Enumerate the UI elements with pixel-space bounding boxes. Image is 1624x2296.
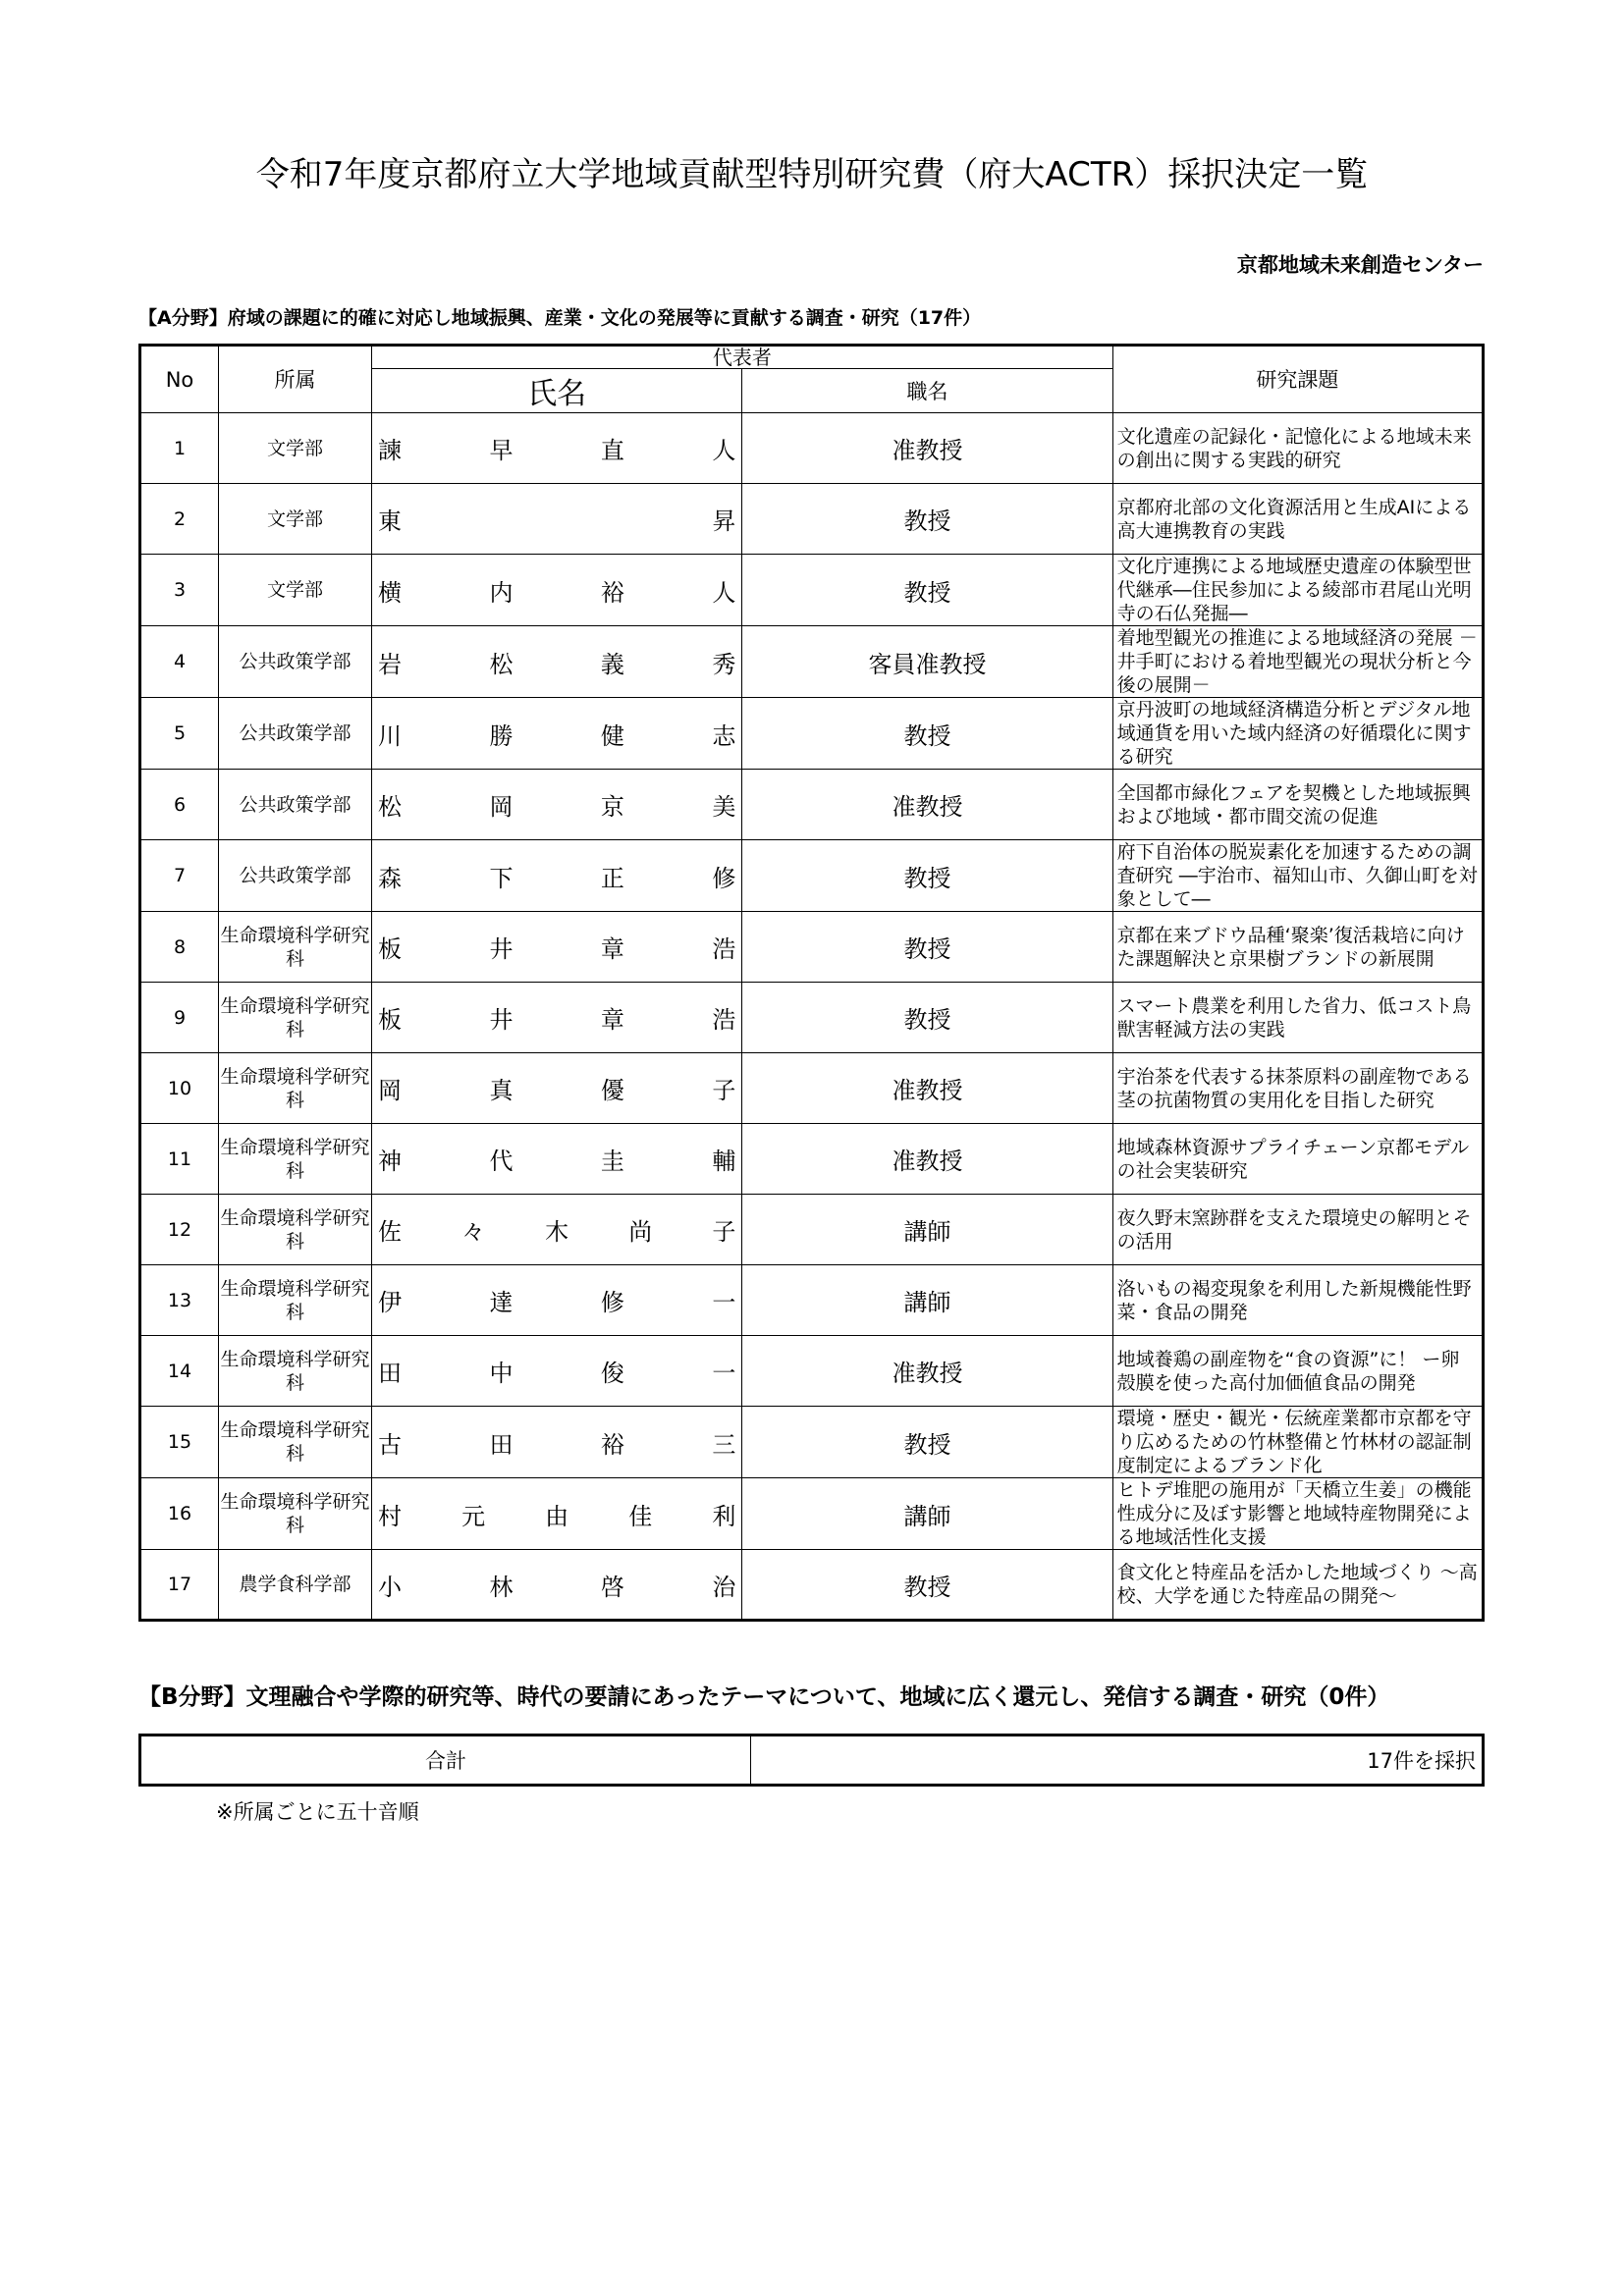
organization-name: 京都地域未来創造センター	[1236, 253, 1484, 277]
name-char: 佐	[378, 1218, 402, 1246]
name-characters	[378, 1283, 735, 1317]
row-topic: 府下自治体の脱炭素化を加速するための調査研究 ―宇治市、福知山市、久御山町を対象として―	[1112, 840, 1483, 912]
row-position: 教授	[742, 1550, 1112, 1621]
name-char: 古	[378, 1430, 402, 1459]
table-row	[140, 626, 1484, 698]
table-row	[140, 555, 1484, 626]
row-name	[372, 1195, 742, 1265]
row-position: 客員准教授	[742, 626, 1112, 698]
name-char: 浩	[712, 935, 736, 963]
name-char: 修	[600, 1289, 624, 1316]
name-char: 昇	[712, 507, 736, 535]
row-number: 4	[140, 626, 219, 698]
header-position: 職名	[742, 369, 1112, 413]
name-characters	[378, 573, 735, 608]
row-name	[372, 1550, 742, 1621]
row-number: 3	[140, 555, 219, 626]
name-char: 岡	[378, 1077, 402, 1104]
row-affiliation: 文学部	[219, 484, 372, 555]
row-affiliation: 生命環境科学研究科	[219, 1336, 372, 1407]
header-no: No	[140, 346, 219, 413]
table-row	[140, 1053, 1484, 1124]
table-row	[140, 1195, 1484, 1265]
table-row	[140, 1550, 1484, 1621]
table-body	[140, 413, 1484, 1621]
row-number: 12	[140, 1195, 219, 1265]
name-char: 佳	[628, 1502, 653, 1530]
footnote: ※所属ごとに五十音順	[216, 1800, 419, 1824]
row-name	[372, 484, 742, 555]
row-position: 教授	[742, 698, 1112, 770]
row-position: 准教授	[742, 413, 1112, 484]
row-number: 14	[140, 1336, 219, 1407]
table-row	[140, 1407, 1484, 1478]
table-row	[140, 413, 1484, 484]
page-title: 令和7年度京都府立大学地域貢献型特別研究費（府大ACTR）採択決定一覧	[255, 155, 1369, 194]
name-characters	[378, 645, 735, 679]
row-name	[372, 1478, 742, 1550]
name-char: 々	[461, 1218, 486, 1246]
row-affiliation: 生命環境科学研究科	[219, 1407, 372, 1478]
name-char: 秀	[712, 650, 736, 678]
name-char: 下	[489, 864, 514, 892]
row-affiliation: 生命環境科学研究科	[219, 1053, 372, 1124]
table-row	[140, 840, 1484, 912]
name-char: 利	[712, 1502, 736, 1530]
name-char: 松	[489, 650, 514, 678]
table-row	[140, 1124, 1484, 1195]
name-char: 板	[378, 1006, 402, 1034]
table-row	[140, 698, 1484, 770]
name-char: 章	[600, 935, 624, 963]
name-char: 川	[378, 721, 402, 750]
name-char: 森	[378, 864, 402, 892]
name-characters	[378, 717, 735, 751]
name-characters	[378, 1212, 735, 1247]
name-characters	[378, 1071, 735, 1105]
name-characters	[378, 930, 735, 964]
row-number: 10	[140, 1053, 219, 1124]
row-position: 教授	[742, 484, 1112, 555]
row-position: 教授	[742, 840, 1112, 912]
row-topic: ヒトデ堆肥の施用が「天橋立生姜」の機能性成分に及ぼす影響と地域特産物開発による地域活性化支援	[1112, 1478, 1483, 1550]
name-char: 章	[600, 1006, 624, 1034]
name-char: 子	[712, 1218, 736, 1246]
section-a-heading: 【A分野】府域の課題に的確に対応し地域振興、産業・文化の発展等に貢献する調査・研究（17件）	[138, 307, 982, 329]
name-char: 木	[545, 1218, 569, 1246]
name-char: 尚	[628, 1218, 653, 1246]
row-topic: 食文化と特産品を活かした地域づくり ～高校、大学を通じた特産品の開発～	[1112, 1550, 1483, 1621]
name-char: 横	[378, 578, 402, 607]
name-char: 東	[378, 507, 402, 535]
row-number: 7	[140, 840, 219, 912]
row-name	[372, 698, 742, 770]
name-characters	[378, 502, 735, 536]
name-char: 一	[712, 1360, 736, 1387]
row-position: 講師	[742, 1265, 1112, 1336]
name-char: 村	[378, 1502, 402, 1530]
row-name	[372, 1407, 742, 1478]
row-affiliation: 公共政策学部	[219, 770, 372, 840]
name-characters	[378, 1000, 735, 1035]
row-name	[372, 555, 742, 626]
name-char: 板	[378, 935, 402, 963]
table-row	[140, 1336, 1484, 1407]
row-topic: 京都在来ブドウ品種‘聚楽’復活栽培に向けた課題解決と京果樹ブランドの新展開	[1112, 912, 1483, 983]
row-affiliation: 農学食科学部	[219, 1550, 372, 1621]
name-char: 優	[600, 1077, 624, 1104]
name-char: 修	[712, 864, 736, 892]
header-representative: 代表者	[372, 346, 1113, 369]
row-position: 教授	[742, 983, 1112, 1053]
row-topic: 環境・歴史・観光・伝統産業都市京都を守り広めるための竹林整備と竹林材の認証制度制定によるブランド化	[1112, 1407, 1483, 1478]
row-number: 5	[140, 698, 219, 770]
name-char: 林	[489, 1573, 514, 1601]
total-label: 合計	[140, 1735, 751, 1786]
row-number: 16	[140, 1478, 219, 1550]
row-number: 17	[140, 1550, 219, 1621]
name-char: 田	[378, 1360, 402, 1387]
row-name	[372, 983, 742, 1053]
name-char: 圭	[600, 1148, 624, 1175]
name-char: 井	[489, 935, 514, 963]
row-number: 8	[140, 912, 219, 983]
name-char: 健	[600, 721, 624, 750]
row-number: 2	[140, 484, 219, 555]
row-affiliation: 生命環境科学研究科	[219, 1265, 372, 1336]
name-characters	[378, 431, 735, 465]
row-topic: 地域養鶏の副産物を“食の資源”に！ ー卵殻膜を使った高付加価値食品の開発	[1112, 1336, 1483, 1407]
name-char: 子	[712, 1077, 736, 1104]
row-position: 准教授	[742, 770, 1112, 840]
table-row	[140, 983, 1484, 1053]
name-char: 志	[712, 721, 736, 750]
row-topic: 着地型観光の推進による地域経済の発展 －井手町における着地型観光の現状分析と今後の展開－	[1112, 626, 1483, 698]
name-char: 俊	[600, 1360, 624, 1387]
row-number: 1	[140, 413, 219, 484]
name-char: 伊	[378, 1289, 402, 1316]
total-value: 17件を採択	[751, 1735, 1484, 1786]
row-number: 13	[140, 1265, 219, 1336]
header-topic: 研究課題	[1112, 346, 1483, 413]
name-characters	[378, 1354, 735, 1388]
name-char: 神	[378, 1148, 402, 1175]
name-char: 達	[489, 1289, 514, 1316]
row-topic: 洛いもの褐変現象を利用した新規機能性野菜・食品の開発	[1112, 1265, 1483, 1336]
name-char: 裕	[600, 1430, 624, 1459]
row-number: 6	[140, 770, 219, 840]
table-row	[140, 770, 1484, 840]
name-char: 人	[712, 437, 736, 464]
adoption-table	[138, 344, 1485, 1622]
row-name	[372, 626, 742, 698]
row-name	[372, 1336, 742, 1407]
row-affiliation: 公共政策学部	[219, 626, 372, 698]
row-number: 15	[140, 1407, 219, 1478]
row-topic: 宇治茶を代表する抹茶原料の副産物である茎の抗菌物質の実用化を目指した研究	[1112, 1053, 1483, 1124]
name-char: 京	[600, 793, 624, 821]
name-characters	[378, 787, 735, 822]
name-char: 田	[489, 1430, 514, 1459]
name-char: 諫	[378, 437, 402, 464]
row-position: 講師	[742, 1195, 1112, 1265]
row-name	[372, 840, 742, 912]
row-number: 11	[140, 1124, 219, 1195]
name-char: 代	[489, 1148, 514, 1175]
name-char: 裕	[600, 578, 624, 607]
row-position: 准教授	[742, 1336, 1112, 1407]
row-affiliation: 生命環境科学研究科	[219, 1478, 372, 1550]
header-name: 氏名	[372, 369, 742, 413]
row-position: 教授	[742, 912, 1112, 983]
name-characters	[378, 1425, 735, 1460]
row-topic: スマート農業を利用した省力、低コスト鳥獣害軽減方法の実践	[1112, 983, 1483, 1053]
table-row	[140, 1265, 1484, 1336]
row-position: 教授	[742, 555, 1112, 626]
name-char: 人	[712, 578, 736, 607]
row-affiliation: 公共政策学部	[219, 698, 372, 770]
name-char: 真	[489, 1077, 514, 1104]
name-char: 浩	[712, 1006, 736, 1034]
name-char: 一	[712, 1289, 736, 1316]
name-char: 岩	[378, 650, 402, 678]
row-number: 9	[140, 983, 219, 1053]
name-char: 松	[378, 793, 402, 821]
row-position: 准教授	[742, 1124, 1112, 1195]
name-char: 勝	[489, 721, 514, 750]
name-char: 直	[600, 437, 624, 464]
row-name	[372, 413, 742, 484]
table-row	[140, 1478, 1484, 1550]
name-char: 内	[489, 578, 514, 607]
row-affiliation: 生命環境科学研究科	[219, 1124, 372, 1195]
header-affiliation: 所属	[219, 346, 372, 413]
row-affiliation: 生命環境科学研究科	[219, 983, 372, 1053]
row-affiliation: 生命環境科学研究科	[219, 912, 372, 983]
row-affiliation: 生命環境科学研究科	[219, 1195, 372, 1265]
row-topic: 文化遺産の記録化・記憶化による地域未来の創出に関する実践的研究	[1112, 413, 1483, 484]
name-char: 元	[461, 1502, 486, 1530]
row-name	[372, 770, 742, 840]
row-topic: 地域森林資源サプライチェーン京都モデルの社会実装研究	[1112, 1124, 1483, 1195]
row-position: 准教授	[742, 1053, 1112, 1124]
row-affiliation: 公共政策学部	[219, 840, 372, 912]
name-char: 正	[600, 864, 624, 892]
name-char: 輔	[712, 1148, 736, 1175]
table-row	[140, 912, 1484, 983]
name-char: 中	[489, 1360, 514, 1387]
row-topic: 全国都市緑化フェアを契機とした地域振興および地域・都市間交流の促進	[1112, 770, 1483, 840]
name-characters	[378, 1497, 735, 1531]
row-name	[372, 1265, 742, 1336]
name-char: 三	[712, 1430, 736, 1459]
section-b-heading: 【B分野】文理融合や学際的研究等、時代の要請にあったテーマについて、地域に広く還元し、発信する調査・研究（0件）	[138, 1684, 1390, 1710]
row-name	[372, 912, 742, 983]
row-position: 教授	[742, 1407, 1112, 1478]
table-row	[140, 484, 1484, 555]
name-char: 美	[712, 793, 736, 821]
row-name	[372, 1053, 742, 1124]
row-topic: 京都府北部の文化資源活用と生成AIによる高大連携教育の実践	[1112, 484, 1483, 555]
name-char: 井	[489, 1006, 514, 1034]
name-char: 岡	[489, 793, 514, 821]
name-characters	[378, 1142, 735, 1176]
row-topic: 京丹波町の地域経済構造分析とデジタル地域通貨を用いた域内経済の好循環化に関する研究	[1112, 698, 1483, 770]
name-characters	[378, 859, 735, 893]
name-char: 早	[489, 437, 514, 464]
name-characters	[378, 1568, 735, 1602]
name-char: 由	[545, 1502, 569, 1530]
name-char: 義	[600, 650, 624, 678]
row-affiliation: 文学部	[219, 413, 372, 484]
row-topic: 文化庁連携による地域歴史遺産の体験型世代継承―住民参加による綾部市君尾山光明寺の石仏発掘―	[1112, 555, 1483, 626]
row-affiliation: 文学部	[219, 555, 372, 626]
row-topic: 夜久野末窯跡群を支えた環境史の解明とその活用	[1112, 1195, 1483, 1265]
name-char: 治	[712, 1573, 736, 1601]
row-position: 講師	[742, 1478, 1112, 1550]
name-char: 小	[378, 1573, 402, 1601]
row-name	[372, 1124, 742, 1195]
total-table	[138, 1734, 1485, 1787]
name-char: 啓	[600, 1573, 624, 1601]
